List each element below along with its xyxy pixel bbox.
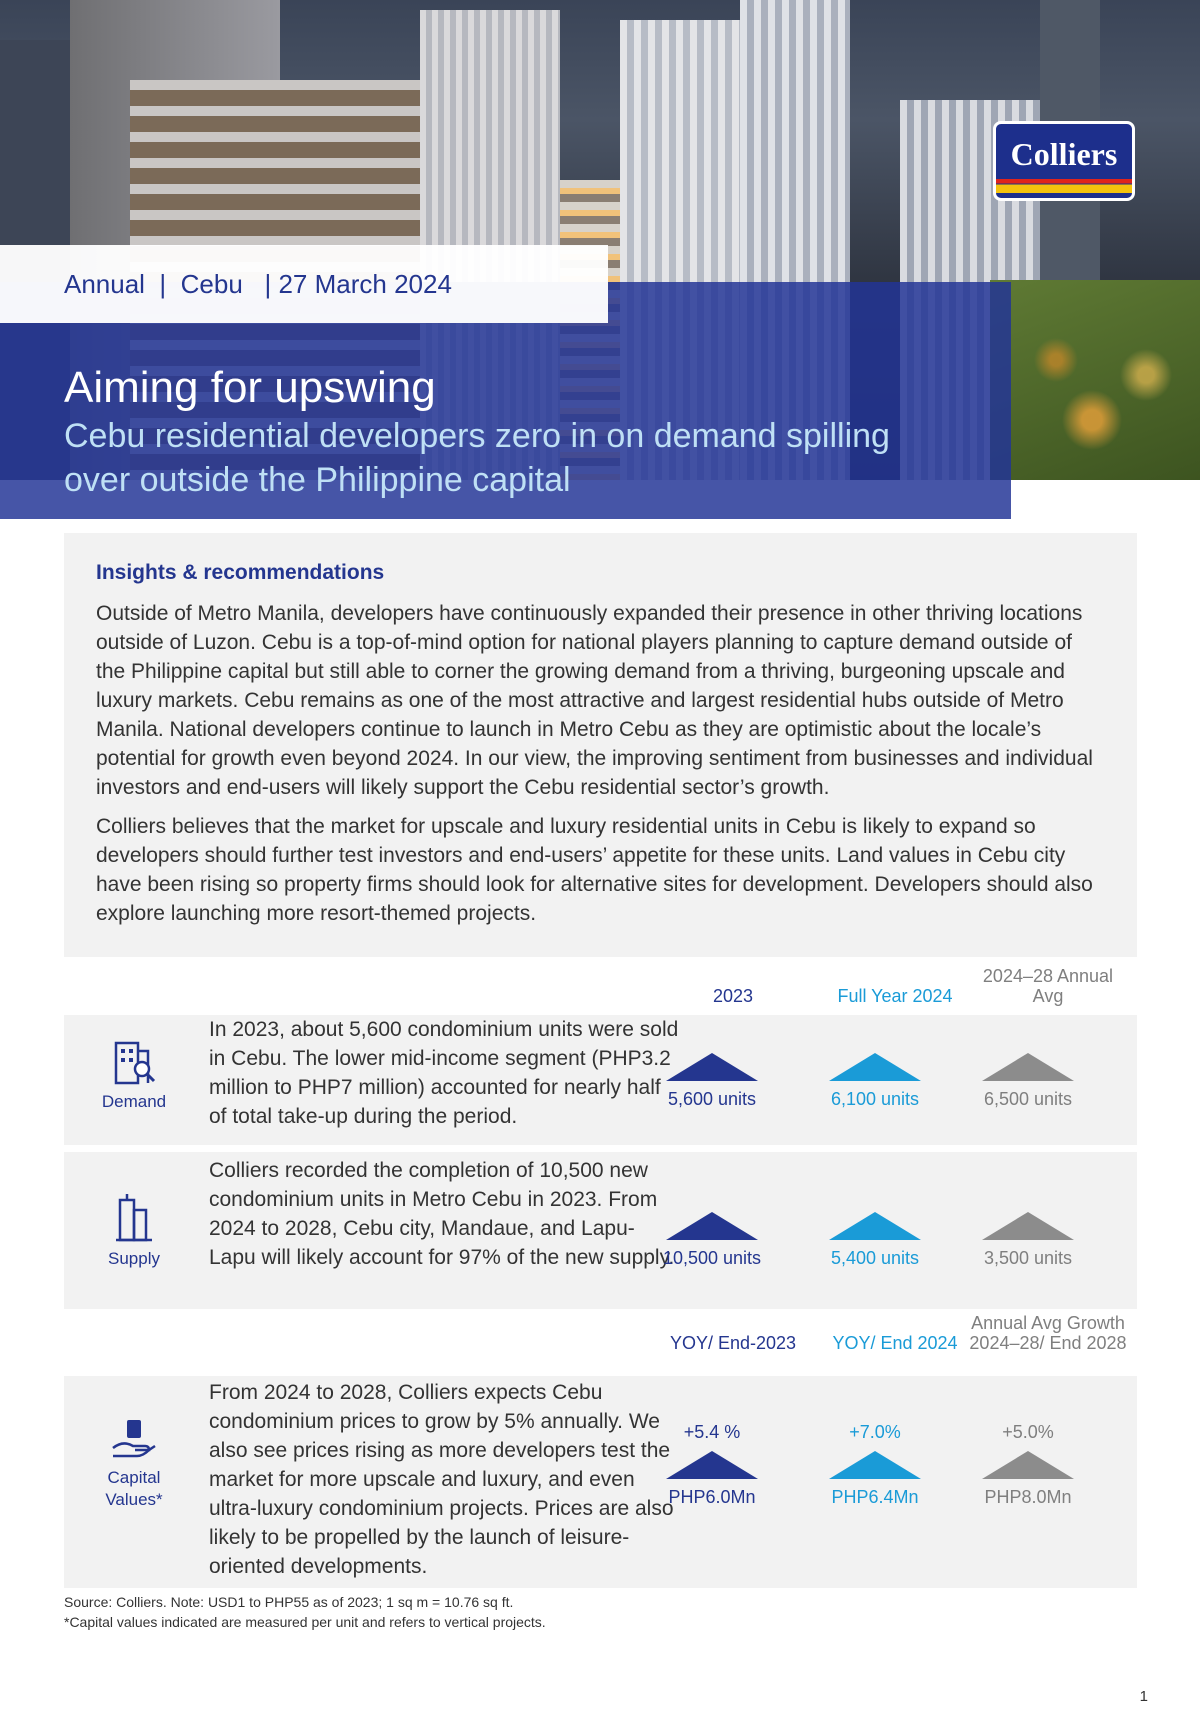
- col-header-fy2024: Full Year 2024: [837, 986, 953, 1006]
- demand-2023-value: 5,600 units: [667, 1089, 757, 1109]
- up-arrow-icon: [829, 1451, 921, 1479]
- capital-value-2028: PHP8.0Mn: [984, 1487, 1072, 1507]
- growth-2023: +5.4 %: [683, 1422, 741, 1442]
- capital-values-description: From 2024 to 2028, Colliers expects Cebu condominium prices to grow by 5% annually. We also see prices rising as more developers test the market for more upscale and luxury, and even ultra-luxury condominium projects. Prices are also likely to be propelled by the launch of leisure-oriented developments.: [209, 1381, 674, 1578]
- col-header-annual-growth: Annual Avg Growth 2024–28/ End 2028: [969, 1313, 1127, 1353]
- building-crane-icon: [110, 1192, 158, 1244]
- row-label-capital-values: Capital Values*: [105, 1468, 163, 1509]
- source-note: Source: Colliers. Note: USD1 to PHP55 as of 2023; 1 sq m = 10.76 sq ft.: [64, 1594, 514, 1610]
- page-number: 1: [1139, 1688, 1148, 1705]
- growth-2024: +7.0%: [849, 1422, 901, 1442]
- col-header-annual-avg: 2024–28 Annual Avg: [982, 966, 1114, 1006]
- report-tag: [0, 245, 608, 323]
- insights-heading: Insights & recommendations: [96, 561, 385, 584]
- up-arrow-icon: [982, 1053, 1074, 1081]
- report-city: Cebu: [180, 268, 243, 299]
- insights-panel: [64, 533, 1137, 957]
- separator: |: [159, 268, 167, 299]
- insights-paragraph: Outside of Metro Manila, developers have continuously expanded their presence in other thriving locations outside of Luzon. Cebu is a top-of-mind option for national players planning to capture demand outside of the Philippine capital but still able to corner the growing demand from a thriving, burgeoning upscale and luxury markets. Cebu remains as one of the most attractive and largest residential hubs outside of Metro Manila. National developers continue to launch in Metro Cebu as they are optimistic about the locale’s potential for growth even beyond 2024. In our view, the improving sentiment from businesses and individual investors and end-users will likely support the Cebu residential sector’s growth.: [96, 602, 1093, 799]
- colliers-logo: [993, 121, 1135, 201]
- up-arrow-icon: [829, 1212, 921, 1240]
- col-header-yoy-2023: YOY/ End-2023: [669, 1333, 797, 1353]
- supply-2023-value: 10,500 units: [662, 1248, 762, 1268]
- demand-row: [64, 1015, 1137, 1145]
- up-arrow-icon: [982, 1212, 1074, 1240]
- building-search-icon: [110, 1037, 158, 1087]
- supply-avg-value: 3,500 units: [983, 1248, 1073, 1268]
- growth-2028: +5.0%: [1002, 1422, 1054, 1442]
- logo-text: Colliers: [1010, 136, 1118, 172]
- col-header-2023: 2023: [712, 986, 754, 1006]
- footnote: *Capital values indicated are measured per unit and refers to vertical projects.: [64, 1614, 546, 1630]
- page-title: Aiming for upswing: [64, 363, 436, 412]
- up-arrow-icon: [829, 1053, 921, 1081]
- report-type: Annual: [64, 268, 145, 299]
- demand-2024-value: 6,100 units: [830, 1089, 920, 1109]
- demand-description: In 2023, about 5,600 condominium units were sold in Cebu. The lower mid-income segment (PHP3.2 million to PHP7 million) accounted for nearly half of total take-up during the period.: [209, 1018, 679, 1128]
- hand-money-icon: [109, 1418, 159, 1462]
- capital-value-2024: PHP6.4Mn: [831, 1487, 919, 1507]
- insights-paragraph: Colliers believes that the market for upscale and luxury residential units in Cebu is likely to expand so developers should further test investors and end-users’ appetite for these units. Land values in Cebu city have been rising so property firms should look for alternative sites for development. Developers should also explore launching more resort-themed projects.: [96, 815, 1093, 925]
- up-arrow-icon: [666, 1451, 758, 1479]
- demand-avg-value: 6,500 units: [983, 1089, 1073, 1109]
- supply-description: Colliers recorded the completion of 10,500 new condominium units in Metro Cebu in 2023. From 2024 to 2028, Cebu city, Mandaue, and Lapu-Lapu will likely account for 97% of the new supply.: [209, 1159, 675, 1269]
- row-label-supply: Supply: [108, 1249, 160, 1268]
- separator: |: [264, 268, 272, 299]
- col-header-yoy-2024: YOY/ End 2024: [832, 1333, 958, 1353]
- page-subtitle: Cebu residential developers zero in on demand spilling over outside the Philippine capital: [64, 417, 890, 499]
- row-label-demand: Demand: [101, 1092, 167, 1111]
- supply-2024-value: 5,400 units: [830, 1248, 920, 1268]
- up-arrow-icon: [666, 1053, 758, 1081]
- up-arrow-icon: [666, 1212, 758, 1240]
- capital-values-row: [64, 1376, 1137, 1588]
- capital-value-2023: PHP6.0Mn: [668, 1487, 756, 1507]
- supply-row: [64, 1152, 1137, 1309]
- up-arrow-icon: [982, 1451, 1074, 1479]
- report-date: 27 March 2024: [278, 268, 452, 299]
